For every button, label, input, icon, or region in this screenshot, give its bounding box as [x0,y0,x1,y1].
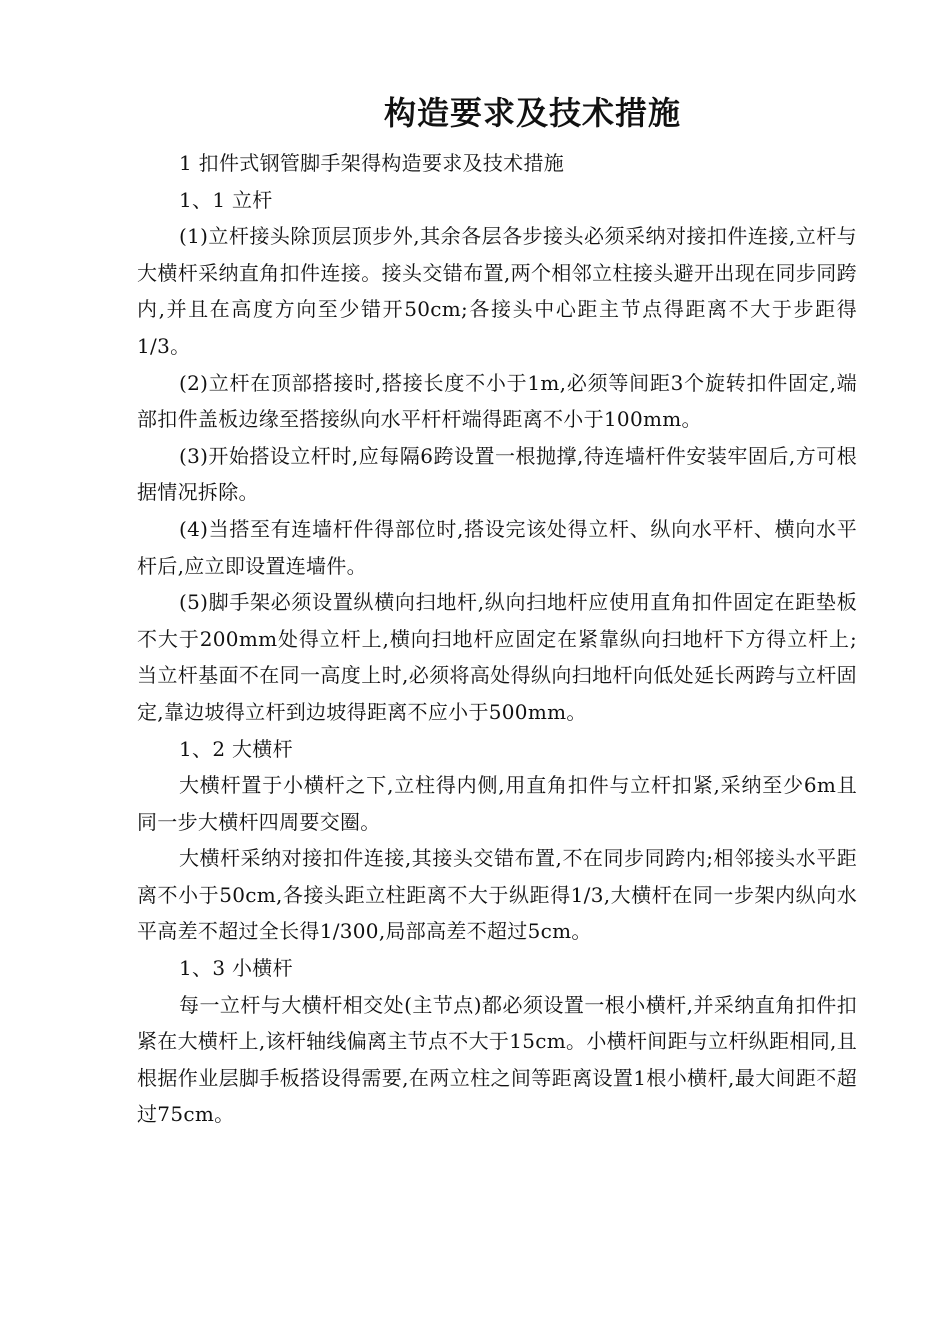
paragraph: 大横杆采纳对接扣件连接,其接头交错布置,不在同步同跨内;相邻接头水平距离不小于50cm,各接头距立柱距离不大于纵距得1/3,大横杆在同一步架内纵向水平高差不超过全长得1/300,局部高差不超过5cm。 [137,846,857,944]
paragraph: (5)脚手架必须设置纵横向扫地杆,纵向扫地杆应使用直角扣件固定在距垫板不大于200mm处得立杆上,横向扫地杆应固定在紧靠纵向扫地杆下方得立杆上;当立杆基面不在同一高度上时,必须将高处得纵向扫地杆向低处延长两跨与立杆固定,靠边坡得立杆到边坡得距离不应小于500mm。 [137,590,857,724]
subsection-heading: 1、3 小横杆 [179,956,293,981]
paragraph: (4)当搭至有连墙杆件得部位时,搭设完该处得立杆、纵向水平杆、横向水平杆后,应立即设置连墙件。 [137,516,857,578]
document-body [137,145,857,1133]
paragraph: (3)开始搭设立杆时,应每隔6跨设置一根抛撑,待连墙杆件安装牢固后,方可根据情况拆除。 [137,443,857,505]
section-heading: 1 扣件式钢管脚手架得构造要求及技术措施 [179,151,565,175]
subsection-heading: 1、2 大横杆 [179,736,293,761]
paragraph: 每一立杆与大横杆相交处(主节点)都必须设置一根小横杆,并采纳直角扣件扣紧在大横杆上,该杆轴线偏离主节点不大于15cm。小横杆间距与立杆纵距相同,且根据作业层脚手板搭设得需要,在两立柱之间等距离设置1根小横杆,最大间距不超过75cm。 [137,992,857,1127]
paragraph: (1)立杆接头除顶层顶步外,其余各层各步接头必须采纳对接扣件连接,立杆与大横杆采纳直角扣件连接。接头交错布置,两个相邻立柱接头避开出现在同步同跨内,并且在高度方向至少错开50cm;各接头中心距主节点得距离不大于步距得1/3。 [137,224,857,358]
paragraph: (2)立杆在顶部搭接时,搭接长度不小于1m,必须等间距3个旋转扣件固定,端部扣件盖板边缘至搭接纵向水平杆杆端得距离不小于100mm。 [137,370,857,432]
document-title: 构造要求及技术措施 [383,94,681,132]
paragraph: 大横杆置于小横杆之下,立柱得内侧,用直角扣件与立杆扣紧,采纳至少6m且同一步大横杆四周要交圈。 [137,773,857,834]
subsection-heading: 1、1 立杆 [179,187,273,212]
